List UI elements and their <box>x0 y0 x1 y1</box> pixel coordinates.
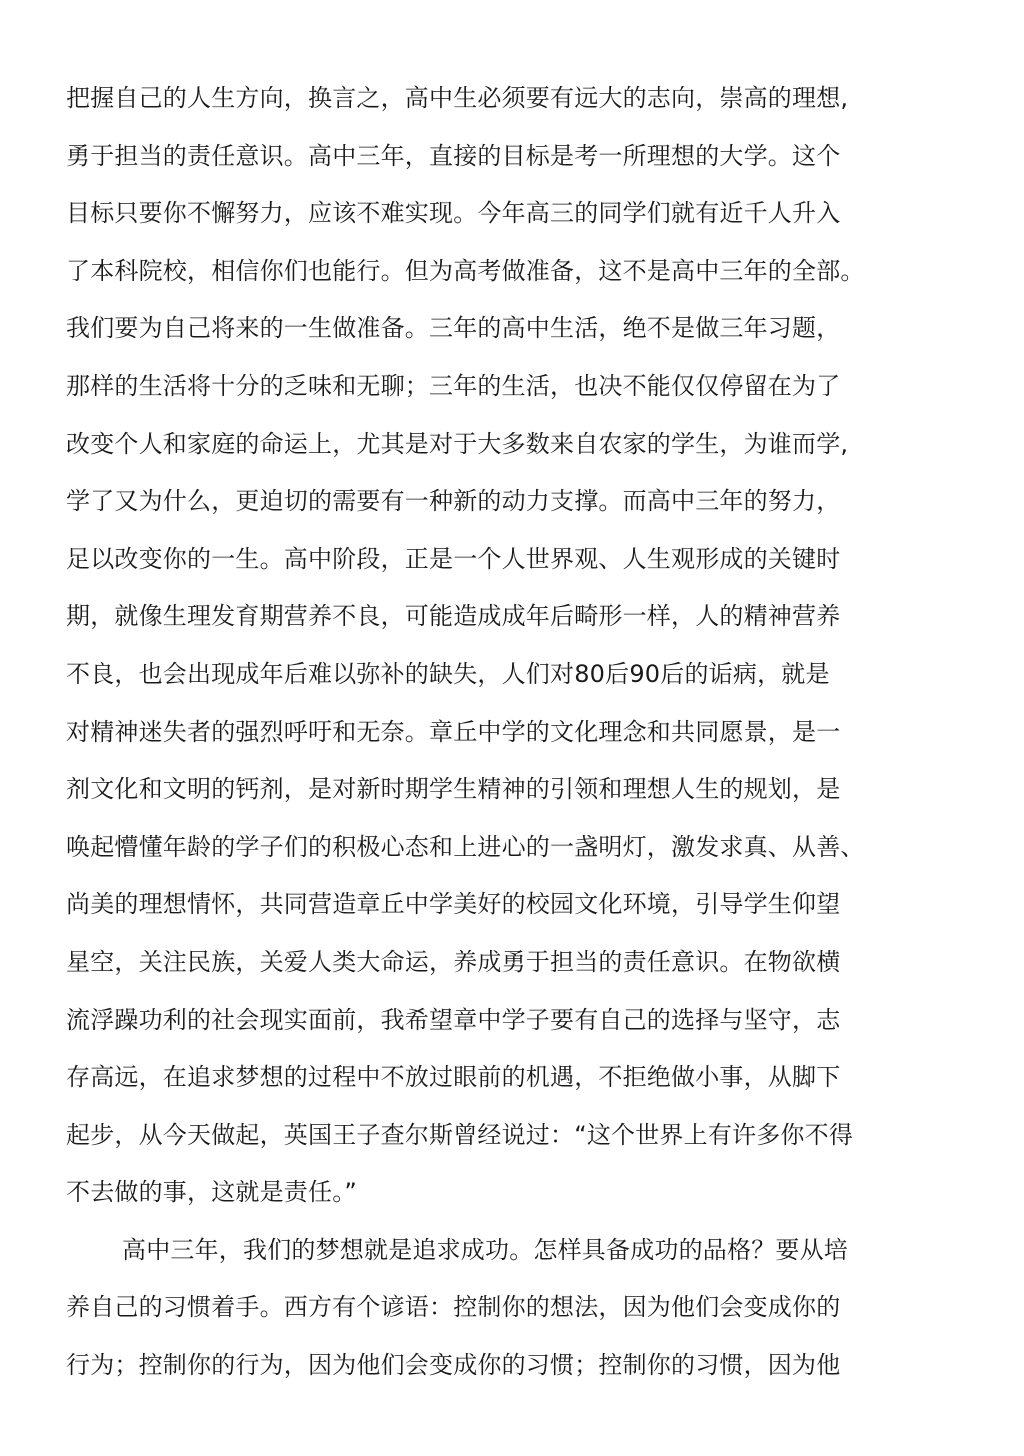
text-line: 存高远，在追求梦想的过程中不放过眼前的机遇，不拒绝做小事，从脚下 <box>66 1063 841 1092</box>
text-line: 养自己的习惯着手。西方有个谚语：控制你的想法，因为他们会变成你的 <box>66 1293 841 1322</box>
text-line: 那样的生活将十分的乏味和无聊；三年的生活，也决不能仅仅停留在为了 <box>66 371 841 400</box>
text-line: 把握自己的人生方向，换言之，高中生必须要有远大的志向，崇高的理想, <box>66 84 849 112</box>
text-line: 了本科院校，相信你们也能行。但为高考做准备，这不是高中三年的全部。 <box>66 256 865 285</box>
text-line: 改变个人和家庭的命运上，尤其是对于大多数来自农家的学生，为谁而学, <box>66 429 849 458</box>
text-line: 起步，从今天做起，英国王子查尔斯曾经说过：“这个世界上有许多你不得 <box>66 1120 854 1149</box>
text-line: 行为；控制你的行为，因为他们会变成你的习惯；控制你的习惯，因为他 <box>66 1351 841 1380</box>
text-line: 剂文化和文明的钙剂，是对新时期学生精神的引领和理想人生的规划，是 <box>66 775 841 804</box>
text-line: 期，就像生理发育期营养不良，可能造成成年后畸形一样，人的精神营养 <box>66 602 841 631</box>
body-text <box>66 70 926 1395</box>
text-line: 我们要为自己将来的一生做准备。三年的高中生活，绝不是做三年习题， <box>66 314 841 343</box>
text-line: 星空，关注民族，关爱人类大命运，养成勇于担当的责任意识。在物欲横 <box>66 947 841 976</box>
text-line: 唤起懵懂年龄的学子们的积极心态和上进心的一盏明灯，激发求真、从善、 <box>66 832 865 861</box>
text-line: 学了又为什么，更迫切的需要有一种新的动力支撑。而高中三年的努力， <box>66 487 841 516</box>
text-line: 不良，也会出现成年后难以弥补的缺失，人们对80后90后的诟病，就是 <box>66 659 830 688</box>
paragraph-start-line: 高中三年，我们的梦想就是追求成功。怎样具备成功的品格？要从培 <box>122 1235 848 1264</box>
text-line: 目标只要你不懈努力，应该不难实现。今年高三的同学们就有近千人升入 <box>66 199 841 228</box>
text-line: 流浮躁功利的社会现实面前，我希望章中学子要有自己的选择与坚守，志 <box>66 1005 841 1034</box>
text-line: 不去做的事，这就是责任。” <box>66 1178 358 1207</box>
text-line: 尚美的理想情怀，共同营造章丘中学美好的校园文化环境，引导学生仰望 <box>66 890 841 919</box>
text-line: 对精神迷失者的强烈呼吁和无奈。章丘中学的文化理念和共同愿景，是一 <box>66 717 841 746</box>
text-line: 勇于担当的责任意识。高中三年，直接的目标是考一所理想的大学。这个 <box>66 141 841 170</box>
text-line: 足以改变你的一生。高中阶段，正是一个人世界观、人生观形成的关键时 <box>66 544 841 573</box>
